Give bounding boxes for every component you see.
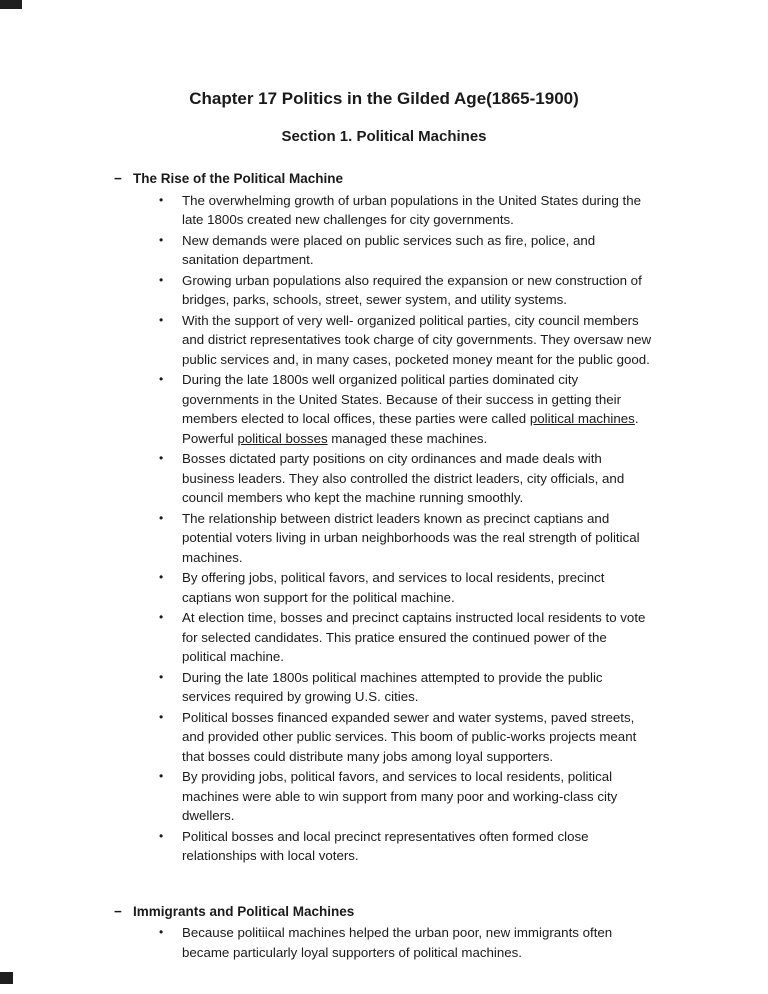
bullet-text: Growing urban populations also required the expansion or new construction of bridges, parks, schools, street, sewer system, and utility systems.	[182, 272, 642, 307]
bullet-marker: •	[159, 769, 164, 783]
dash-marker: −	[114, 903, 122, 919]
bullet-marker: •	[159, 232, 164, 247]
bullet-marker: •	[159, 372, 164, 386]
bullet-item	[159, 191, 654, 230]
document-subtitle: Section 1. Political Machines	[281, 128, 487, 145]
underlined-term: political bosses	[237, 430, 328, 446]
bullet-marker: •	[159, 192, 164, 207]
bullet-item	[159, 370, 654, 448]
bullet-marker: •	[159, 312, 164, 327]
bullet-item	[159, 271, 654, 310]
bullet-marker: •	[159, 570, 164, 584]
bullet-text: New demands were placed on public services such as fire, police, and sanitation department.	[182, 232, 596, 267]
underlined-term: political machines	[529, 411, 635, 426]
section-heading	[114, 169, 654, 189]
bullet-item	[159, 231, 654, 270]
section	[114, 169, 654, 866]
bullet-marker: •	[159, 925, 164, 939]
bullet-list	[159, 923, 654, 962]
document-body	[114, 169, 654, 962]
top-left-page-artifact	[0, 0, 22, 9]
text-segment: managed these machines.	[327, 430, 488, 446]
bullet-marker: •	[159, 709, 164, 724]
text-segment: During the late 1800s well organized political parties dominated city governments in the United States. Because of their success in getting their members elected to local offices, these parties were called	[182, 372, 622, 426]
bullet-text: With the support of very well- organized political parties, city council members and district representatives took charge of city governments. They oversaw new public services and, in many cases, pocketed money meant for the public good.	[182, 312, 652, 367]
section-heading	[114, 902, 654, 922]
bullet-text: Political bosses and local precinct representatives often formed close relationships with local voters.	[182, 828, 589, 863]
bullet-text: Political bosses financed expanded sewer and water systems, paved streets, and provided other public services. This boom of public-works projects meant that bosses could distribute many jobs among loyal supporters.	[182, 709, 637, 764]
bullet-list	[159, 191, 654, 866]
bullet-text: The relationship between district leaders known as precinct captians and potential voters living in urban neighborhoods was the real strength of political machines.	[182, 510, 640, 565]
bullet-marker: •	[159, 828, 164, 843]
section-heading-text: Immigrants and Political Machines	[133, 903, 355, 919]
bullet-item	[159, 608, 654, 667]
bullet-text: By providing jobs, political favors, and services to local residents, political machines were able to win support from many poor and working-class city dwellers.	[182, 769, 618, 823]
bullet-marker: •	[159, 510, 164, 525]
bottom-left-page-artifact	[0, 972, 13, 984]
bullet-text: By offering jobs, political favors, and services to local residents, precinct captians won support for the political machine.	[182, 570, 605, 605]
bullet-marker: •	[159, 272, 164, 287]
document-title: Chapter 17 Politics in the Gilded Age(1865-1900)	[189, 89, 579, 108]
bullet-text: Bosses dictated party positions on city ordinances and made deals with business leaders. They also controlled the district leaders, city officials, and council members who kept the machine running smoothly.	[182, 451, 625, 505]
bullet-item	[159, 668, 654, 707]
bullet-item	[159, 509, 654, 568]
section	[114, 902, 654, 963]
bullet-text: During the late 1800s political machines attempted to provide the public services required by growing U.S. cities.	[182, 669, 603, 704]
bullet-text: At election time, bosses and precinct captains instructed local residents to vote for selected candidates. This pratice ensured the continued power of the political machine.	[182, 610, 646, 664]
bullet-item	[159, 827, 654, 866]
bullet-item	[159, 311, 654, 370]
bullet-item	[159, 568, 654, 607]
bullet-item	[159, 708, 654, 767]
bullet-text	[182, 370, 654, 448]
section-heading-text: The Rise of the Political Machine	[133, 171, 344, 186]
bullet-item	[159, 923, 654, 962]
bullet-text: Because politiical machines helped the urban poor, new immigrants often became particularly loyal supporters of political machines.	[182, 925, 613, 960]
bullet-marker: •	[159, 610, 164, 624]
bullet-text: The overwhelming growth of urban populations in the United States during the late 1800s created new challenges for city governments.	[182, 192, 642, 227]
dash-marker: −	[114, 171, 122, 186]
bullet-marker: •	[159, 451, 164, 465]
bullet-item	[159, 767, 654, 826]
bullet-marker: •	[159, 669, 164, 684]
bullet-item	[159, 449, 654, 508]
text-segment: . Powerful	[182, 411, 639, 446]
